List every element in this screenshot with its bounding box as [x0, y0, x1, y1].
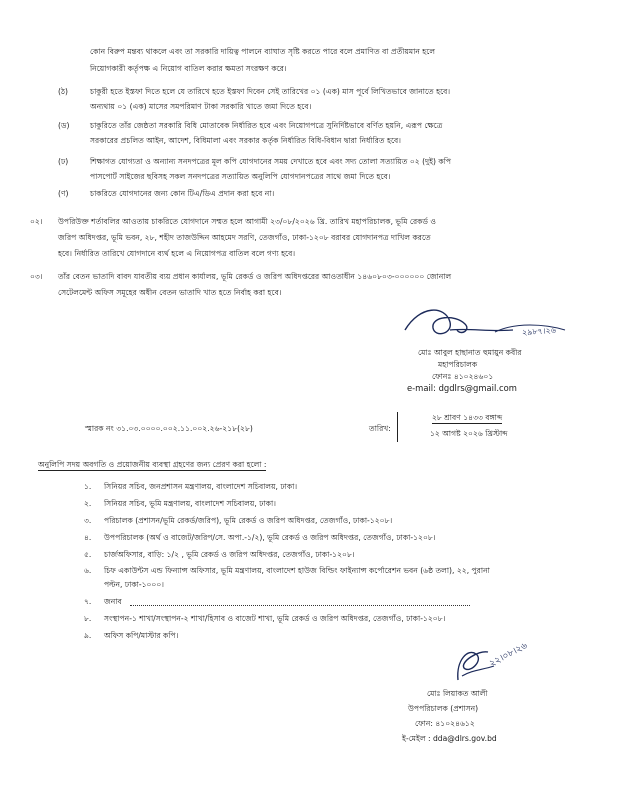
copy-recipient: অফিস কপি/মাস্টার কপি। — [104, 631, 179, 640]
clause-number: (ড) — [58, 121, 70, 130]
intro-line-1: কোন বিরুপ মন্তব্য থাকলে এবং তা সরকারি দায়িত্ব পালনে ব্যাঘাত সৃষ্টি করতে পারে বলে প্রমাণিত বা প্রতীয়মান হলে — [90, 47, 435, 56]
copy-recipient: সংস্থাপন-১ শাখা/সংস্থাপন-২ শাখা/হিসাব ও বাজেট শাখা, ভূমি রেকর্ড ও জরিপ অধিদপ্তর, তেজগাঁও, ঢাকা-১২০৮। — [104, 614, 446, 623]
copy-recipient: উপপরিচালক (অর্থ ও বাজেট/জরিপ/সে. অপা.-১/২), ভূমি রেকর্ড ও জরিপ অধিদপ্তর, তেজগাঁও, ঢাকা-১২০৮। — [104, 533, 436, 542]
paragraph-number: ০৩। — [30, 272, 43, 281]
copy-number: ৫. — [84, 550, 92, 559]
signature-date: ২২।০৮।২৬ — [487, 640, 530, 670]
clause-text: চাকরিতে যোগদানের জন্য কোন টিএ/ডিএ প্রদান করা হবে না। — [90, 189, 275, 198]
copy-number: ১. — [84, 482, 92, 491]
clause-text: শিক্ষাগত যোগ্যতা ও অন্যান্য সনদপত্রের মূল কপি যোগদানের সময় দেখাতে হবে এবং সদ্য তোলা সত্যায়িত ০২ (দুই) কপি — [90, 157, 452, 166]
copy-recipient: সিনিয়র সচিব, ভূমি মন্ত্রণালয়, বাংলাদেশ সচিবালয়, ঢাকা। — [104, 499, 276, 508]
copy-number: ২. — [84, 499, 92, 508]
copy-number: ৭. — [84, 597, 92, 606]
clause-text: পাসপোর্ট সাইজের ছবিসহ সকল সনদপত্রের সত্যায়িত অনুলিপি যোগদানপত্রের সাথে জমা দিতে হবে। — [90, 172, 391, 181]
clause-text: চাকুরিতে তাঁর জেষ্ঠতা সরকারি বিধি মোতাবেক নির্ধারিত হবে এবং নিয়োগপত্রে সুনির্দিষ্টভাবে বর্ণিত হয়নি, এরূপ ক্ষেত্রে — [90, 121, 443, 130]
clause-number: (ঢ) — [58, 157, 69, 166]
copy-number: ৪. — [84, 533, 92, 542]
signatory-title: উপপরিচালক (প্রশাসন) — [408, 704, 479, 713]
signatory-name: মোঃ লিয়াকত আলী — [427, 689, 488, 698]
intro-line-2: নিয়োগকারী কর্তৃপক্ষ এ নিয়োগ বাতিল করার ক্ষমতা সংরক্ষণ করে। — [90, 64, 287, 73]
signatory-title: মহাপরিচালক — [438, 360, 478, 369]
signatory-email: ই-মেইল : dda@dlrs.gov.bd — [402, 734, 497, 743]
paragraph-text: সেটেলমেন্ট অফিস সমূহের অধীন বেতন ভাতাদি খাত হতে নির্বাহ করা হবে। — [58, 288, 282, 297]
clause-text: চাকুরী হতে ইস্তফা দিতে হলে যে তারিখে হতে ইস্তফা দিবেন সেই তারিখের ০১ (এক) মাস পূর্বে লিখিতভাবে জানাতে হবে। — [90, 87, 451, 96]
copy-recipient: পরিচালক (প্রশাসন/ভূমি রেকর্ড/জরিপ), ভূমি রেকর্ড ও জরিপ অধিদপ্তর, তেজগাঁও, ঢাকা-১২০৮। — [104, 516, 393, 525]
paragraph-text: হবে। নির্ধারিত তারিখে যোগদানে ব্যর্থ হলে এ নিয়োগপত্র বাতিল বলে গণ্য হবে। — [58, 249, 296, 258]
paragraph-text: উপরিউক্ত শর্তাবলির আওতায় চাকরিতে যোগদানে সম্মত হলে আগামী ২৩/০৮/২০২৬ খ্রি. তারিখ মহাপরিচালক, ভূমি রেকর্ড ও — [58, 217, 437, 226]
signatory-phone: ফোন: ৪১০২৪৬১২ — [415, 719, 475, 728]
clause-number: (ঠ) — [58, 87, 68, 96]
copy-number: ৮. — [84, 614, 92, 623]
copy-recipient: জনাব — [104, 597, 122, 606]
blank-dotted-line — [130, 605, 470, 606]
signature-mark — [448, 640, 518, 690]
clause-text: সরকারের প্রচলিত আইন, আদেশ, বিধিমালা এবং সরকার কর্তৃক নির্ধারিত বিধি-বিধান দ্বারা নির্ধারিত হবে। — [90, 136, 401, 145]
copy-number: ৯. — [84, 631, 92, 640]
copies-heading: অনুলিপি সদয় অবগতি ও প্রয়োজনীয় ব্যবস্থা গ্রহণের জন্য প্রেরণ করা হলো : — [38, 460, 267, 469]
clause-text: অন্যথায় ০১ (এক) মাসের সমপরিমাণ টাকা সরকারি খাতে জমা দিতে হবে। — [90, 102, 312, 111]
signatory-name: মোঃ আবুল হাছানাত হুমায়ুন কবীর — [418, 348, 522, 357]
signatory-email: e-mail: dgdlrs@gmail.com — [407, 383, 517, 393]
date-bangla: ২৮ শ্রাবণ ১৪৩৩ বঙ্গাব্দ — [432, 413, 503, 422]
copy-recipient: চিফ একাউন্টস এন্ড ফিন্যান্স অফিসার, ভূমি মন্ত্রণালয়, বাংলাদেশ হাউজ বিল্ডিং ফাইন্যান্স কর্পোরেশন ভবন (৬ষ্ঠ তলা), ২২, পুরানা — [104, 566, 490, 575]
copy-recipient: চার্জঅফিসার, বাড়ি: ১/২ , ভূমি রেকর্ড ও জরিপ অধিদপ্তর, তেজগাঁও, ঢাকা-১২০৮। — [104, 550, 355, 559]
date-label: তারিখ: — [369, 424, 391, 433]
memo-number: স্মারক নং ৩১.০৩.০০০০.০০২.১১.০০২.২৬-২১৮(২৮) — [85, 424, 253, 433]
copy-recipient: সিনিয়র সচিব, জনপ্রশাসন মন্ত্রণালয়, বাংলাদেশ সচিবালয়, ঢাকা। — [104, 482, 298, 491]
paragraph-text: জরিপ অধিদপ্তর, ভূমি ভবন, ২৮, শহীদ তাজউদ্দিন আহমেদ সরণি, তেজগাঁও, ঢাকা-১২০৮ বরাবর যোগদানপত্র দাখিল করতে — [58, 233, 431, 242]
signature-date: ২৯৮৭।২৬ — [521, 325, 557, 338]
paragraph-number: ০২। — [30, 217, 43, 226]
copy-recipient: পল্টন, ঢাকা-১০০০। — [104, 580, 165, 589]
signatory-phone: ফোনঃ ৪১০২৪৬০১ — [432, 372, 494, 381]
copy-number: ৩. — [84, 516, 92, 525]
paragraph-text: তাঁর বেতন ভাতাদি বাবদ যাবতীয় ব্যয় প্রধান কার্যালয়, ভূমি রেকর্ড ও জরিপ অধিদপ্তরের আওতাধীন ১৪৬০৮০৩-০০০০০০ জোনাল — [58, 272, 452, 281]
copy-number: ৬. — [84, 566, 92, 575]
date-english: ১২ আগষ্ট ২০২৬ খ্রিস্টাব্দ — [430, 429, 508, 438]
clause-number: (ণ) — [58, 189, 69, 198]
